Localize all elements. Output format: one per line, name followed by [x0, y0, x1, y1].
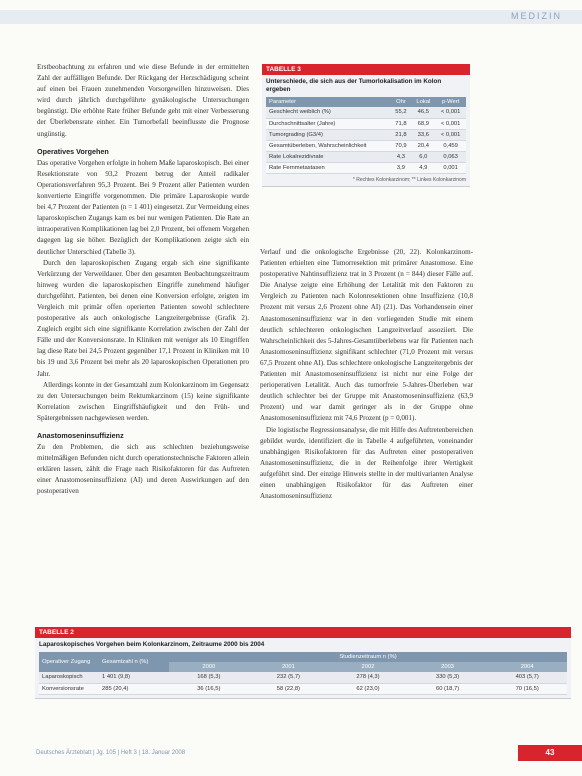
column-header: Parameter [266, 97, 391, 107]
paragraph: Durch den laparoskopischen Zugang ergab sich eine signifikante Verkürzung der Verweildauer. Über den gesamten Beobachtungszeitraum hinweg wurden die laparoskopischen Eingriffe zunehmend häufiger durchgeführt. Patienten, bei denen eine Konversion erfolgte, zeigten im Vergleich mit primär offen operierten Patienten sowohl schlechtere postoperative als auch onkologische Langzeitergebnisse (Grafik 2). Zugleich ergibt sich eine signifikante Korrelation zwischen der Zahl der Fälle und der Konversionsrate. In Kliniken mit weniger als 10 Eingriffen lag diese Rate bei 24,5 Prozent gegenüber 17,1 Prozent in Kliniken mit 10 bis 19 und 3,6 Prozent bei mehr als 20 laparoskopischen Operationen pro Jahr. [37, 258, 249, 378]
table-grid [39, 652, 567, 695]
table-body [35, 638, 571, 699]
table-cell: 6,0 [411, 151, 435, 162]
section-heading-anastomoseninsuffizienz: Anastomoseninsuffizienz [37, 431, 124, 440]
left-column [37, 62, 249, 498]
table-cell: 1 401 (9,8) [99, 672, 169, 683]
section-heading-operatives-vorgehen: Operatives Vorgehen [37, 146, 109, 156]
section-label: MEDIZIN [511, 11, 562, 21]
table-cell: Gesamtüberleben, Wahrscheinlichkeit [266, 140, 391, 151]
table-cell: 21,8 [391, 129, 412, 140]
table-cell: < 0,001 [435, 107, 466, 118]
column-header: Ohr [391, 97, 412, 107]
table-body [262, 75, 470, 187]
paragraph: Zu den Problemen, die sich aus schlechten beziehungsweise mittelmäßigen Befunden nicht durch operationstechnische Faktoren allein erklären lassen, zählt die Frage nach Risikofaktoren für das Auftreten einer Anastomoseninsuffizienz (AI) und deren Auswirkungen auf den postoperativen [37, 443, 249, 496]
table-label: TABELLE 2 [35, 627, 571, 638]
table-cell: 0,459 [435, 140, 466, 151]
table-2 [35, 627, 571, 699]
paragraph: Die logistische Regressionsanalyse, die mit Hilfe des Auftretenbereichen gebildet wurde, identifiziert die in Tabelle 4 aufgeführten, voneinander unabhängigen Risikofaktoren für das Auftreten einer postoperativen Anastomoseninsuffizienz, die in der Reihenfolge ihrer Wertigkeit aufgeführt sind. Der einzige Hinweis stellte in der multivarianten Analyse einen unabhängigen Risikofaktor für das Auftreten einer Anastomoseninsuffizienz [260, 425, 473, 501]
table-3 [262, 64, 470, 187]
table-row [266, 107, 466, 118]
table-cell: Laparoskopisch [39, 672, 99, 683]
table-cell: 58 (22,8) [249, 683, 329, 694]
column-header: Studienzeitraum n (%) [169, 652, 567, 662]
table-cell: 278 (4,3) [328, 672, 408, 683]
table-cell: Rate Fernmetastasen [266, 162, 391, 173]
table-row [266, 129, 466, 140]
table-cell: 4,3 [391, 151, 412, 162]
year-header: 2003 [408, 662, 488, 672]
paragraph: Das operative Vorgehen erfolgte in hohem Maße laparoskopisch. Bei einer Resektionsrate von 93,2 Prozent betrug der Anteil radikaler Operationsverfahren 95,3 Prozent. Bei 9 Prozent aller Patienten wurden konvertierte Eingriffe vorgenommen. Die primäre Laparoskopie wurde bei 4,7 Prozent der Patienten (n = 1 401) eingesetzt. Zur Vermeidung eines laparoskopischen Zugangs kam es bei nur wenigen Patienten. Die Rate an intraoperativen Komplikationen lag bei 2,0 Prozent, bei offenem Vorgehen dagegen lag sie höher. Bezüglich der Komplikationen zeigte sich ein deutlicher Unterschied (Tabelle 3). [37, 158, 249, 256]
table-row [266, 151, 466, 162]
table-cell: < 0,001 [435, 129, 466, 140]
column-header: Operativer Zugang [39, 652, 99, 672]
table-cell: 55,2 [391, 107, 412, 118]
table-footnote: * Rechtes Kolonkarzinom; ** Linkes Kolonkarzinom [352, 176, 466, 183]
table-cell: 70 (16,5) [487, 683, 567, 694]
table-cell: Durchschnittsalter (Jahre) [266, 118, 391, 129]
table-cell: 36 (16,5) [169, 683, 249, 694]
table-cell: 4,9 [411, 162, 435, 173]
table-row [266, 118, 466, 129]
table-cell: 3,9 [391, 162, 412, 173]
table-cell: 232 (5,7) [249, 672, 329, 683]
year-header: 2001 [249, 662, 329, 672]
column-header: p-Wert [435, 97, 466, 107]
page-number: 43 [518, 745, 582, 761]
right-column [260, 247, 473, 502]
table-row [266, 140, 466, 151]
table-caption: Unterschiede, die sich aus der Tumorlokalisation im Kolon ergeben [266, 78, 442, 93]
table-caption: Laparoskopisches Vorgehen beim Kolonkarzinom, Zeitraume 2000 bis 2004 [39, 641, 265, 648]
table-grid [266, 97, 466, 174]
column-header: Gesamtzahl n (%) [99, 652, 169, 672]
table-cell: Geschlecht weiblich (%) [266, 107, 391, 118]
table-label: TABELLE 3 [262, 64, 470, 75]
table-cell: Tumorgrading (G3/4) [266, 129, 391, 140]
table-cell: 70,9 [391, 140, 412, 151]
table-cell: 285 (20,4) [99, 683, 169, 694]
table-cell: 168 (5,3) [169, 672, 249, 683]
table-cell: 60 (18,7) [408, 683, 488, 694]
year-header: 2004 [487, 662, 567, 672]
table-cell: 68,9 [411, 118, 435, 129]
paragraph: Erstbeobachtung zu erfahren und wie diese Befunde in der ermittelten Zahl der auffälligen Befunde. Der Rückgang der Herzschädigung scheint auf einen bei Frauen zunehmenden Vorsorgewillen hinzuweisen. Dies wird durch jährlich durchgeführte gynäkologische Untersuchungen begünstigt. Die erhöhte Rate früher Befunde geht mit einer Verbesserung der Überlebensrate einher. Ein Tumorbefall beeinflusste die Prognose ungünstig. [37, 63, 249, 138]
table-cell: 62 (23,0) [328, 683, 408, 694]
table-cell: 330 (5,3) [408, 672, 488, 683]
table-cell: Konversionsrate [39, 683, 99, 694]
table-cell: 71,8 [391, 118, 412, 129]
table-cell: 403 (5,7) [487, 672, 567, 683]
paragraph: Verlauf und die onkologische Ergebnisse (20, 22). Kolonkarzinom-Patienten erhielten eine Tumorresektion mit primärer Anastomose. Eine postoperative Nahtinsuffizienz trat in 3 Prozent (n = 844) dieser Fälle auf. Die Analyse zeigte eine Erhöhung der Letalität mit den Faktoren zu Vergleich zu Patienten nach Kolonresektionen ohne Insuffizienz (10,8 Prozent mit versus 2,6 Prozent ohne AI) (21). Das Vorhandensein einer Anastomoseninsuffizienz war in den vorliegenden Studie mit einem deutlich schlechteren onkologischen Langzeitverlauf assoziiert. Die Wahrscheinlichkeit des 5-Jahres-Gesamtüberlebens war für Patienten nach Anastomoseninsuffizienz signifikant schlechter (71,0 Prozent mit versus 67,5 Prozent ohne AI). Das schlechtere onkologische Langzeitergebnis der Patienten mit Anastomoseninsuffizienz ist nicht nur eine Folge der perioperativen Letalität. Auch das tumorfreie 5-Jahres-Überleben war deutlich schlechter bei der Gruppe mit Anastomoseninsuffizienz (63,9 Prozent) und war damit geringer als in der Gruppe ohne Anastomoseninsuffizienz mit 74,6 Prozent (p = 0,001). [260, 248, 473, 423]
year-header: 2002 [328, 662, 408, 672]
table-cell: 20,4 [411, 140, 435, 151]
table-row [266, 162, 466, 173]
table-cell: 0,001 [435, 162, 466, 173]
column-header: Lokal [411, 97, 435, 107]
table-cell: 33,6 [411, 129, 435, 140]
table-cell: Rate Lokalrezidivrate [266, 151, 391, 162]
table-cell: < 0,001 [435, 118, 466, 129]
page-footer [0, 745, 582, 765]
table-cell: 46,5 [411, 107, 435, 118]
table-row [39, 672, 567, 683]
year-header: 2000 [169, 662, 249, 672]
table-row [39, 683, 567, 694]
paragraph: Allerdings konnte in der Gesamtzahl zum Kolonkarzinom im Gegensatz zu den Untersuchungen beim Rektumkarzinom (15) keine signifikante Korrelation zwischen Eingriffshäufigkeit und den Früh- und Spätergebnissen nachgewiesen werden. [37, 380, 249, 422]
table-cell: 0,063 [435, 151, 466, 162]
header-bar [0, 10, 582, 24]
journal-citation: Deutsches Ärzteblatt | Jg. 105 | Heft 3 | 18. Januar 2008 [36, 750, 186, 756]
